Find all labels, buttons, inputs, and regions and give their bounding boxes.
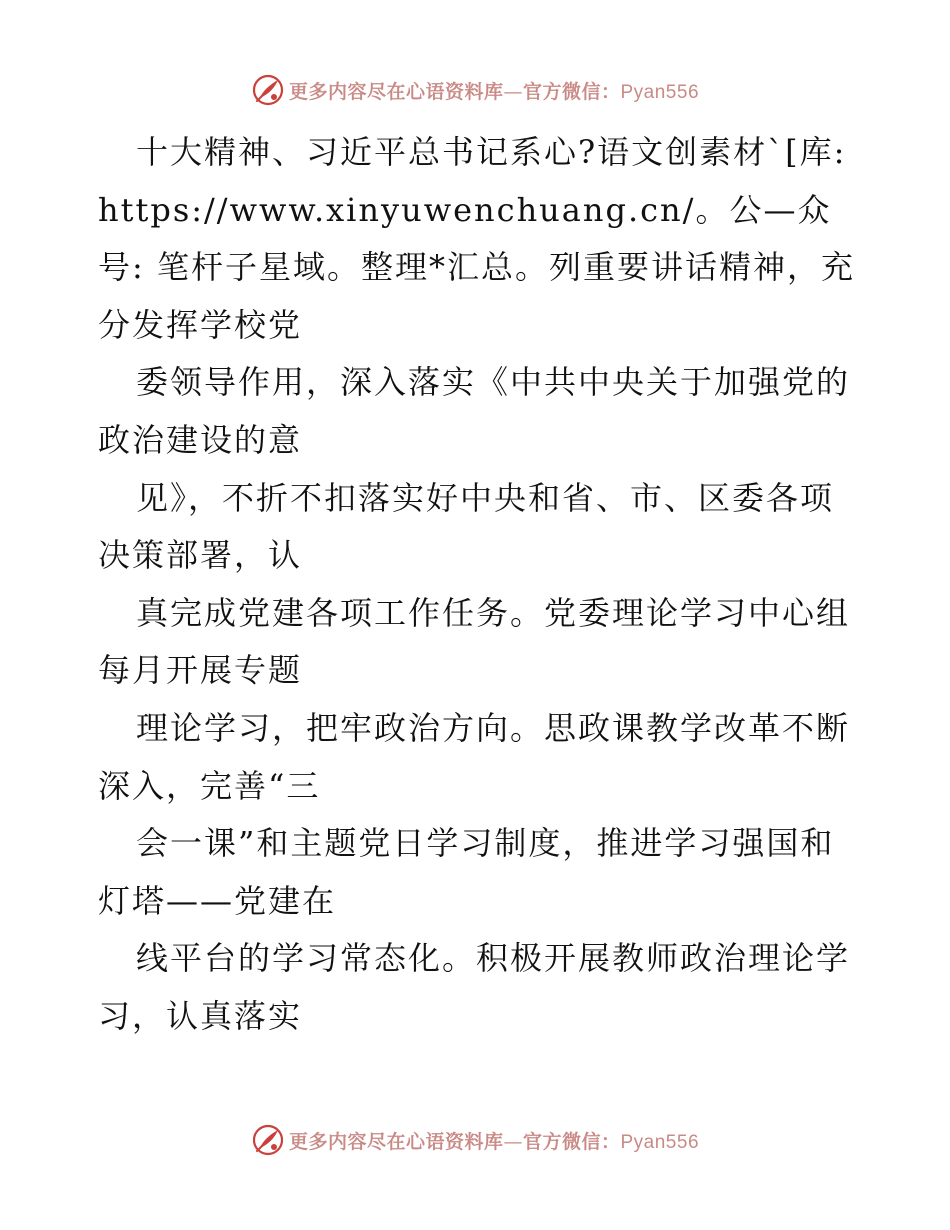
paragraph-6: 会一课”和主题党日学习制度，推进学习强国和灯塔——党建在 [98,824,835,920]
header-banner-title: 更多内容尽在心语资料库 [288,80,504,103]
footer-banner [0,1120,950,1160]
document-body [98,124,858,1046]
header-banner-label: 官方微信： [522,80,621,103]
header-banner-separator: — [503,80,523,103]
footer-banner-id: Pyan556 [620,1131,700,1153]
quill-pen-seal-icon [251,73,285,107]
footer-banner-title: 更多内容尽在心语资料库 [288,1130,504,1153]
footer-banner-label: 官方微信： [522,1130,621,1153]
paragraph-7: 线平台的学习常态化。积极开展教师政治理论学习，认真落实 [98,939,851,1035]
paragraph-4: 真完成党建各项工作任务。党委理论学习中心组每月开展专题 [98,593,851,690]
paragraph-2: 委领导作用，深入落实《中共中央关于加强党的政治建设的意 [98,363,851,459]
quill-pen-seal-icon [251,1123,285,1157]
header-banner-id: Pyan556 [620,81,700,103]
paragraph-3: 见》，不折不扣落实好中央和省、市、区委各项决策部署，认 [98,478,835,575]
footer-banner-separator: — [503,1130,523,1153]
paragraph-1: 十大精神、习近平总书记系心?语文创素材`[库: https://www.xinyuwenchuang.cn/。公—众号: 笔杆子星域。整理*汇总。列重要讲话精神，充分发挥学校党 [98,133,855,344]
header-banner [0,70,950,110]
paragraph-5: 理论学习，把牢政治方向。思政课教学改革不断深入，完善“三 [98,708,851,805]
